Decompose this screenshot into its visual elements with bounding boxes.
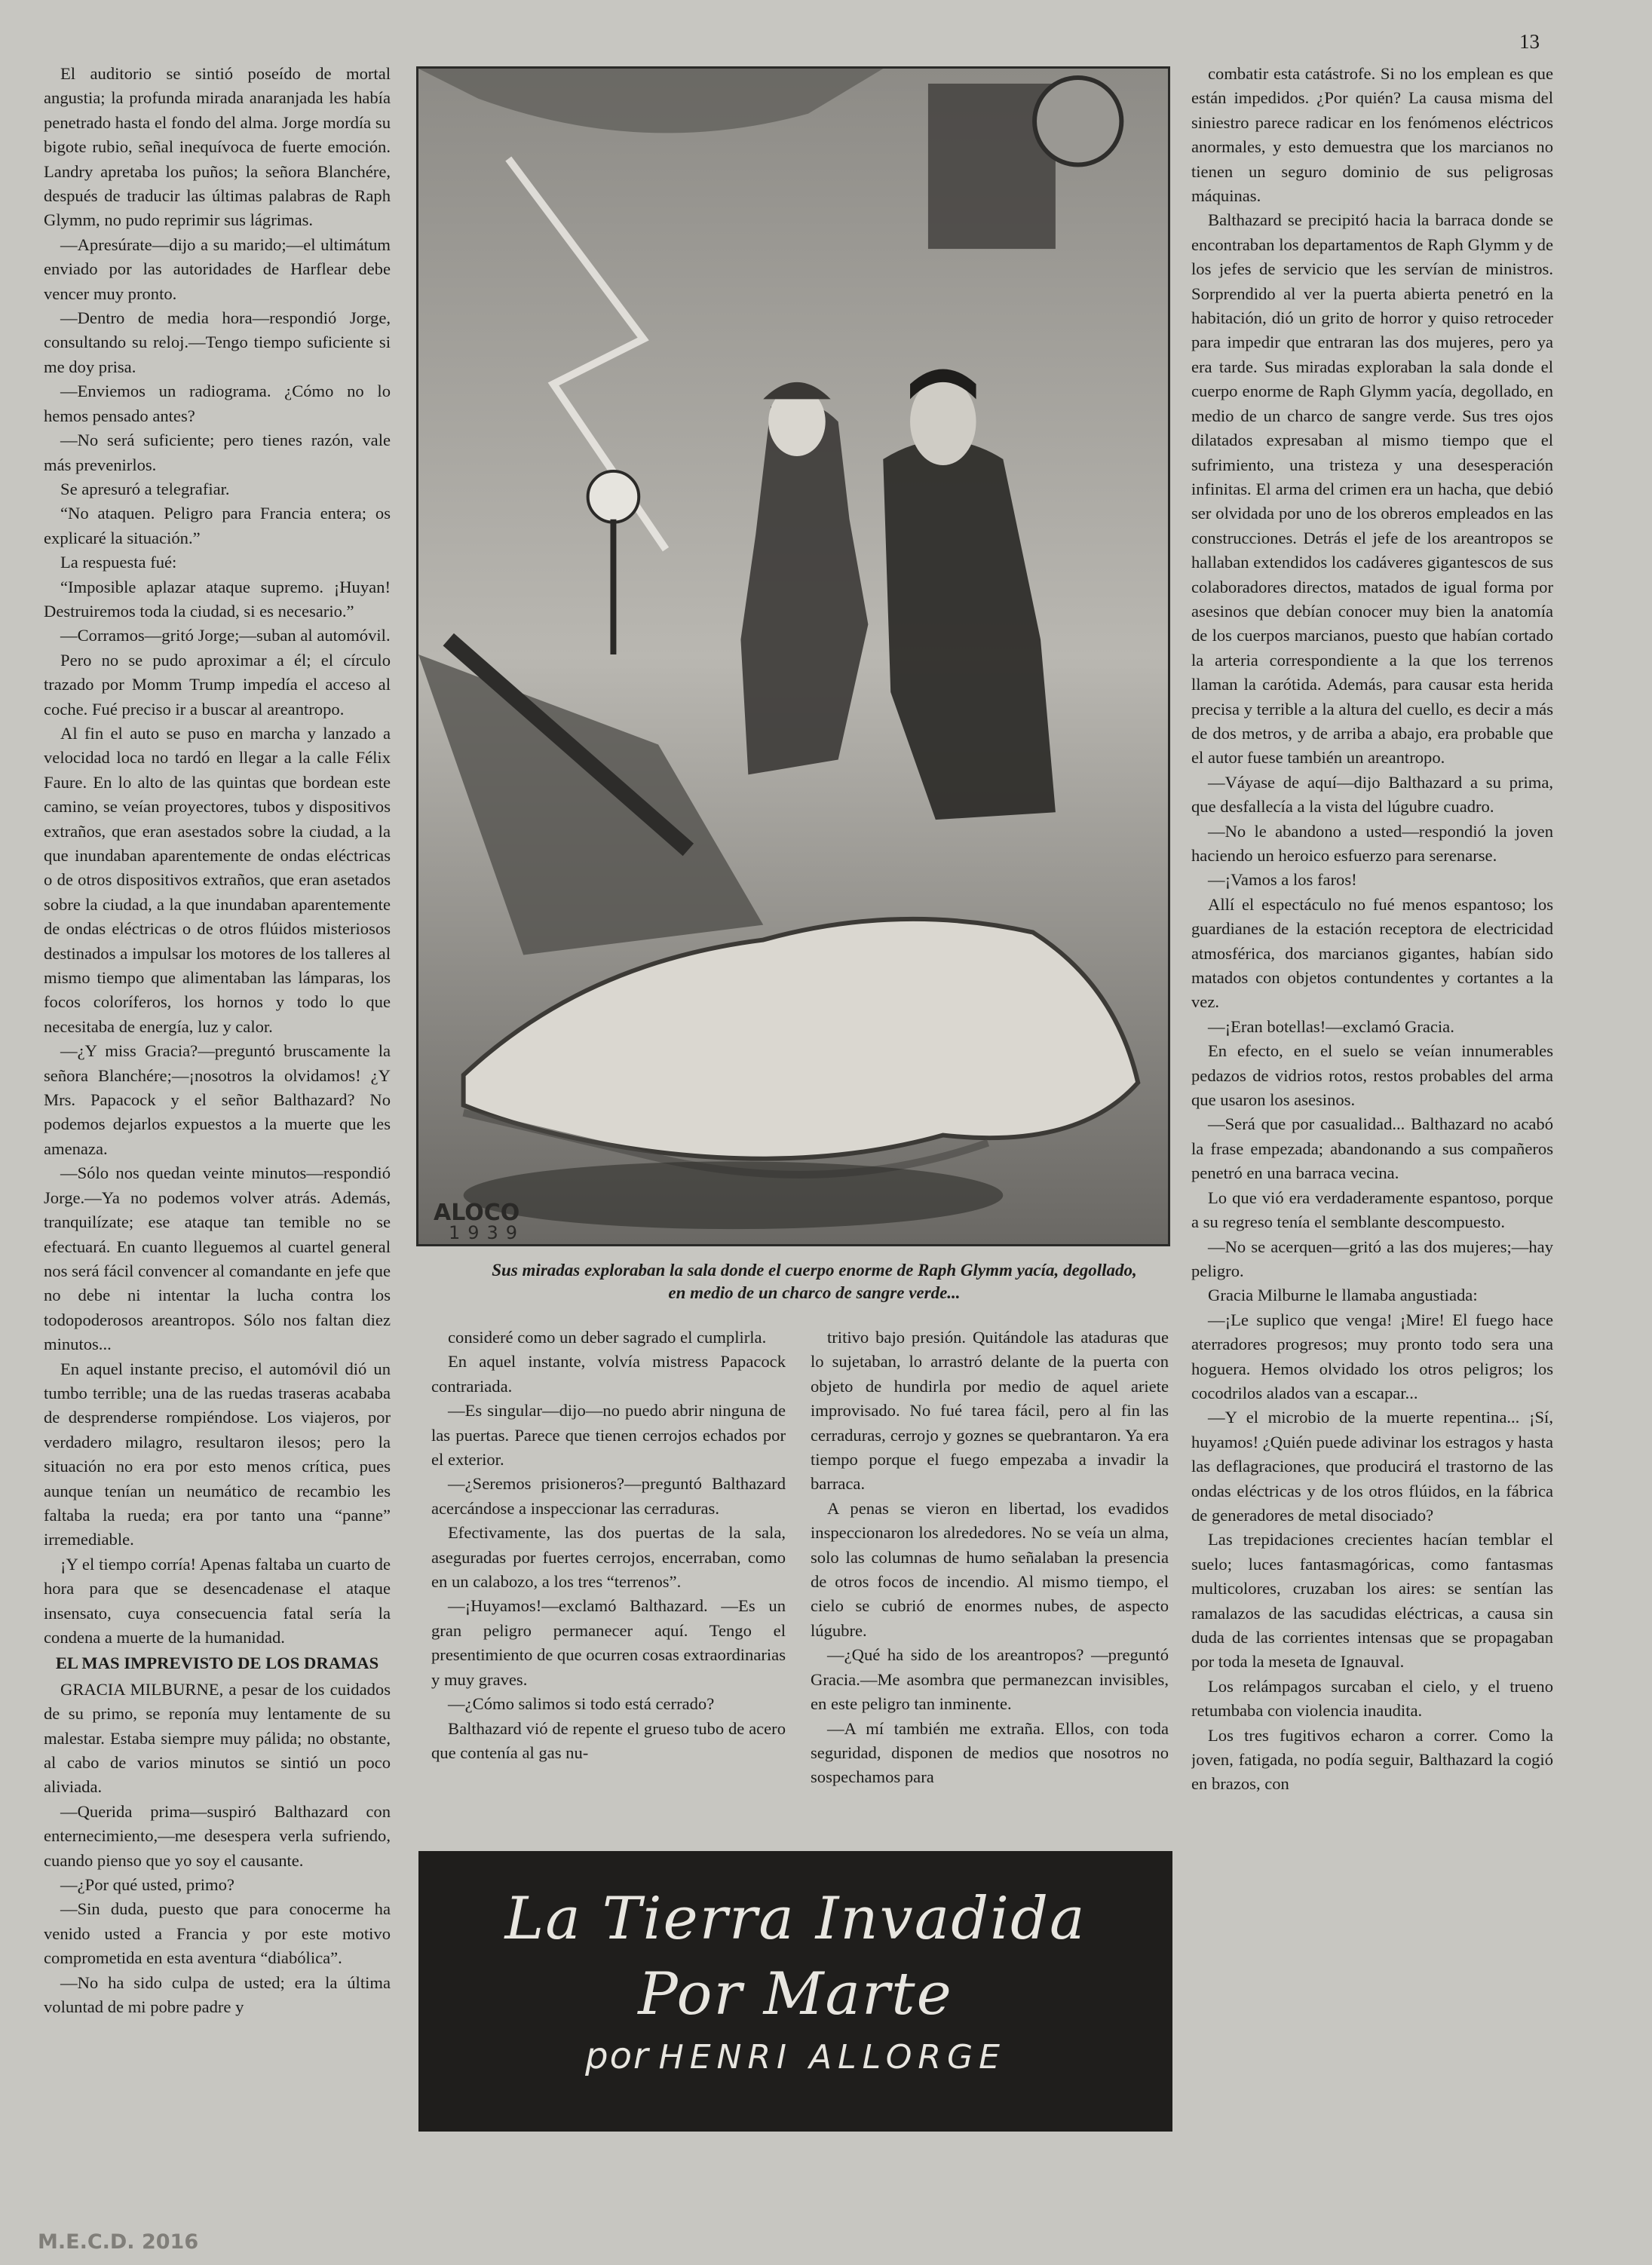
text-column-3 bbox=[811, 1326, 1169, 1842]
paragraph: —¡Le suplico que venga! ¡Mire! El fuego hace aterradores progresos; muy pronto todo sera una hoguera. Hemos olvidado los otros peligros; los cocodrilos alados van a escapar... bbox=[1191, 1310, 1553, 1402]
paragraph: —Es singular—dijo—no puedo abrir ninguna de las puertas. Parece que tienen cerrojos echados por el exterior. bbox=[431, 1401, 786, 1470]
page-number: 13 bbox=[1519, 30, 1540, 53]
artist-signature: ALOCO bbox=[434, 1200, 520, 1226]
story-title-line-2: Por Marte bbox=[638, 1960, 953, 2028]
paragraph: —Sin duda, puesto que para conocerme ha venido usted a Francia y por este motivo comprometida en esta aventura “diabólica”. bbox=[44, 1899, 391, 1968]
paragraph: GRACIA MILBURNE, a pesar de los cuidados de su primo, se reponía muy lentamente de su malestar. Estaba siempre muy pálida; no obstante, al cabo de varios minutos se sintió un poco aliviada. bbox=[44, 1679, 391, 1797]
paragraph: —No será suficiente; pero tienes razón, vale más prevenirlos. bbox=[44, 431, 391, 474]
paragraph: Al fin el auto se puso en marcha y lanzado a velocidad loca no tardó en llegar a la calle Félix Faure. En lo alto de las quintas que bordean este camino, se veían proyectores, tubos y dispositivos extraños, que eran asestados sobre la ciudad, a la que inundaban aparentemente de ondas eléctricas o de otros dispositivos extraños, que eran asetados sobre la ciudad, a la que inundaban aparentemente de ondas eléctricas o de otros flúidos misteriosos destinados a impulsar los motores de los talleres al mismo tiempo que alimentaban las lámparas, los focos coloríferos, los hornos y todo lo que necesitaba de energía, luz y calor. bbox=[44, 723, 391, 1036]
story-title-line-1: La Tierra Invadida bbox=[504, 1885, 1087, 1953]
illustration-caption: Sus miradas exploraban la sala donde el cuerpo enorme de Raph Glymm yacía, degollado, en medio de un charco de sangre verde... bbox=[492, 1261, 1137, 1302]
paragraph: Balthazard se precipitó hacia la barraca donde se encontraban los departamentos de Raph Glymm y de los jefes de servicio que les servían de ministros. Sorprendido al ver la puerta abierta penetró en la habitación, dió un grito de horror y quiso retroceder para impedir que entraran las dos mujeres, pero ya era tarde. Sus miradas exploraban la sala donde el cuerpo enorme de Raph Glymm yacía, degollado, en medio de un charco de sangre verde. Sus tres ojos dilatados expresaban al mismo tiempo que el sufrimiento, una tristeza y una desesperación infinitas. El arma del crimen era un hacha, que debió ser olvidada por uno de los obreros empleados en las construcciones. Detrás el jefe de los areantropos se hallaban extendidos los cadáveres gigantescos de sus colaboradores directos, matados de igual forma por asesinos que debían conocer muy bien la anatomía de los cuerpos marcianos, puesto que habían cortado la arteria correspondiente a la que los terrenos llaman la carótida. Además, para causar esta herida precisa y terrible a la altura del cuello, es decir a más de dos metros, y de arriba a abajo, era probable que el autor fuese también un areantropo. bbox=[1191, 210, 1553, 768]
paragraph: Balthazard vió de repente el grueso tubo de acero que contenía al gas nu- bbox=[431, 1718, 786, 1762]
paragraph: —Querida prima—suspiró Balthazard con enternecimiento,—me desespera verla sufriendo, cuando pienso que yo soy el causante. bbox=[44, 1801, 391, 1870]
illustration-drawing bbox=[418, 69, 1168, 1244]
paragraph: —A mí también me extraña. Ellos, con toda seguridad, disponen de medios que nosotros no sospechamos para bbox=[811, 1718, 1169, 1787]
paragraph: —Corramos—gritó Jorge;—suban al automóvil. bbox=[60, 626, 391, 645]
paragraph: La respuesta fué: bbox=[60, 553, 177, 572]
paragraph: Pero no se pudo aproximar a él; el círculo trazado por Momm Trump impedía el acceso al coche. Fué preciso ir a buscar al areantropo. bbox=[44, 650, 391, 719]
paragraph: En aquel instante preciso, el automóvil dió un tumbo terrible; una de las ruedas traseras acababa de desprenderse rompiéndose. Los viajeros, por verdadero milagro, resultaron ilesos; pero la situación no era por esto menos crítica, pues aunque tenían un neumático de recambio les faltaba la rueda; era por tanto una “panne” irremediable. bbox=[44, 1359, 391, 1549]
section-heading: EL MAS IMPREVISTO DE LOS DRAMAS bbox=[55, 1654, 379, 1673]
paragraph: —¿Cómo salimos si todo está cerrado? bbox=[448, 1694, 715, 1714]
paragraph: —No le abandono a usted—respondió la joven haciendo un heroico esfuerzo para serenarse. bbox=[1191, 821, 1553, 865]
paragraph: tritivo bajo presión. Quitándole las ataduras que lo sujetaban, lo arrastró delante de la puerta con objeto de hundirla por medio de aquel ariete improvisado. No fué tarea fácil, pero al fin las cerraduras, cerrojo y goznes se quebrantaron. Ya era tiempo porque el fuego empezaba a invadir la barraca. bbox=[811, 1328, 1169, 1494]
paragraph: Las trepidaciones crecientes hacían temblar el suelo; luces fantasmagóricas, como fantasmas multicolores, cruzaban los aires: se sentían las ramalazos de las sacudidas eléctricas, a causa sin duda de las corrientes intensas que se propagaban por toda la meseta de Ignauval. bbox=[1191, 1530, 1553, 1672]
paragraph: Lo que vió era verdaderamente espantoso, porque a su regreso tenía el semblante descompuesto. bbox=[1191, 1188, 1553, 1232]
paragraph: consideré como un deber sagrado el cumplirla. bbox=[448, 1328, 767, 1347]
paragraph: —¿Qué ha sido de los areantropos? —preguntó Gracia.—Me asombra que permanezcan invisibles, en este peligro tan inminente. bbox=[811, 1645, 1169, 1714]
paragraph: —No ha sido culpa de usted; era la última voluntad de mi pobre padre y bbox=[44, 1972, 391, 2017]
paragraph: —No se acerquen—gritó a las dos mujeres;—hay peligro. bbox=[1191, 1237, 1553, 1280]
paragraph: combatir esta catástrofe. Si no los emplean es que están impedidos. ¿Por quién? La causa misma del siniestro parece radicar en los fenómenos eléctricos anormales, y esto demuestra que los marcianos no tienen un seguro dominio de sus peligrosas máquinas. bbox=[1191, 64, 1553, 206]
paragraph: “No ataquen. Peligro para Francia entera; os explicaré la situación.” bbox=[44, 504, 391, 547]
artist-year: 1939 bbox=[449, 1222, 526, 1243]
paragraph: Efectivamente, las dos puertas de la sala, aseguradas por fuertes cerrojos, encerraban, como en un calabozo, a los tres “terrenos”. bbox=[431, 1523, 786, 1592]
paragraph: ¡Y el tiempo corría! Apenas faltaba un cuarto de hora para que se desencadenase el ataque insensato, cuya consecuencia fatal sería la condena a muerte de la humanidad. bbox=[44, 1554, 391, 1647]
paragraph: —Apresúrate—dijo a su marido;—el ultimátum enviado por las autoridades de Harflear debe vencer muy pronto. bbox=[44, 234, 391, 303]
paragraph: “Imposible aplazar ataque supremo. ¡Huyan! Destruiremos toda la ciudad, si es necesario.” bbox=[44, 577, 391, 621]
paragraph: Gracia Milburne le llamaba angustiada: bbox=[1208, 1286, 1478, 1305]
paragraph: El auditorio se sintió poseído de mortal angustia; la profunda mirada anaranjada les había penetrado hasta el fondo del alma. Jorge mordía su bigote rubio, señal inequívoca de fuerte emoción. Landry apretaba los puños; la señora Blanchére, después de traducir las últimas palabras de Raph Glymm, no pudo reprimir sus lágrimas. bbox=[44, 64, 391, 230]
paragraph: —¡Vamos a los faros! bbox=[1208, 870, 1357, 890]
text-column-2 bbox=[431, 1326, 786, 1842]
paragraph: —Será que por casualidad... Balthazard no acabó la frase empezada; abandonando a sus compañeros penetró en una barraca vecina. bbox=[1191, 1114, 1553, 1183]
paragraph: Se apresuró a telegrafiar. bbox=[60, 479, 230, 498]
paragraph: —Váyase de aquí—dijo Balthazard a su prima, que desfallecía a la vista del lúgubre cuadro. bbox=[1191, 772, 1553, 817]
paragraph: A penas se vieron en libertad, los evadidos inspeccionaron los alrededores. No se veía un alma, solo las columnas de humo señalaban la presencia de otros focos de incendio. Al mismo tiempo, el cielo se cubrió de enormes nubes, de aspecto lúgubre. bbox=[811, 1498, 1169, 1640]
paragraph: —Sólo nos quedan veinte minutos—respondió Jorge.—Ya no podemos volver atrás. Además, tranquilízate; ese ataque tan temible no se efectuará. En cuanto lleguemos al cuartel general nos será fácil convencer al comandante en jefe que no debe ni intentar la lucha contra los todopoderosos areantropos. Sólo nos faltan diez minutos... bbox=[44, 1163, 391, 1354]
paragraph: —Y el microbio de la muerte repentina... ¡Sí, huyamos! ¿Quién puede adivinar los estragos y hasta las deflagraciones, que producirá el trastorno de las ondas eléctricas y de los otros flúidos, en la fábrica de generadores de metal disociado? bbox=[1191, 1408, 1553, 1525]
author-name: HENRI ALLORGE bbox=[658, 2038, 1006, 2077]
paragraph: En aquel instante, volvía mistress Papacock contrariada. bbox=[431, 1352, 786, 1396]
paragraph: Los tres fugitivos echaron a correr. Como la joven, fatigada, no podía seguir, Balthazard la cogió en brazos, con bbox=[1191, 1725, 1553, 1794]
paragraph: En efecto, en el suelo se veían innumerables pedazos de vidrios rotos, restos probables del arma que usaron los asesinos. bbox=[1191, 1041, 1553, 1110]
paragraph: —Dentro de media hora—respondió Jorge, consultando su reloj.—Tengo tiempo suficiente si me doy prisa. bbox=[44, 308, 391, 376]
text-column-4 bbox=[1191, 62, 1553, 2098]
paragraph: —¿Seremos prisioneros?—preguntó Balthazard acercándose a inspeccionar las cerraduras. bbox=[431, 1474, 786, 1518]
story-illustration bbox=[416, 66, 1170, 1246]
byline-prefix: por bbox=[585, 2035, 650, 2077]
paragraph: —¡Eran botellas!—exclamó Gracia. bbox=[1208, 1016, 1454, 1036]
paragraph: —¿Y miss Gracia?—preguntó bruscamente la señora Blanchére;—¡nosotros la olvidamos! ¿Y Mrs. Papacock y el señor Balthazard? No podemos dejarlos expuestos a la muerte que les amenaza. bbox=[44, 1041, 391, 1158]
paragraph: Los relámpagos surcaban el cielo, y el trueno retumbaba con violencia inaudita. bbox=[1191, 1676, 1553, 1721]
paragraph: Allí el espectáculo no fué menos espantoso; los guardianes de la estación receptora de electricidad atmosférica, dos marcianos gigantes, habían sido matados con objetos contundentes y cortantes a la vez. bbox=[1191, 894, 1553, 1012]
text-column-1 bbox=[44, 62, 391, 2158]
author-byline bbox=[418, 2035, 1172, 2077]
archive-watermark: M.E.C.D. 2016 bbox=[38, 2230, 199, 2254]
paragraph: —¡Huyamos!—exclamó Balthazard. —Es un gran peligro permanecer aquí. Tengo el presentimiento de que ocurren cosas extraordinarias y muy graves. bbox=[431, 1596, 786, 1689]
story-title-banner bbox=[418, 1851, 1172, 2132]
paragraph: —¿Por qué usted, primo? bbox=[60, 1875, 234, 1895]
paragraph: —Enviemos un radiograma. ¿Cómo no lo hemos pensado antes? bbox=[44, 382, 391, 425]
